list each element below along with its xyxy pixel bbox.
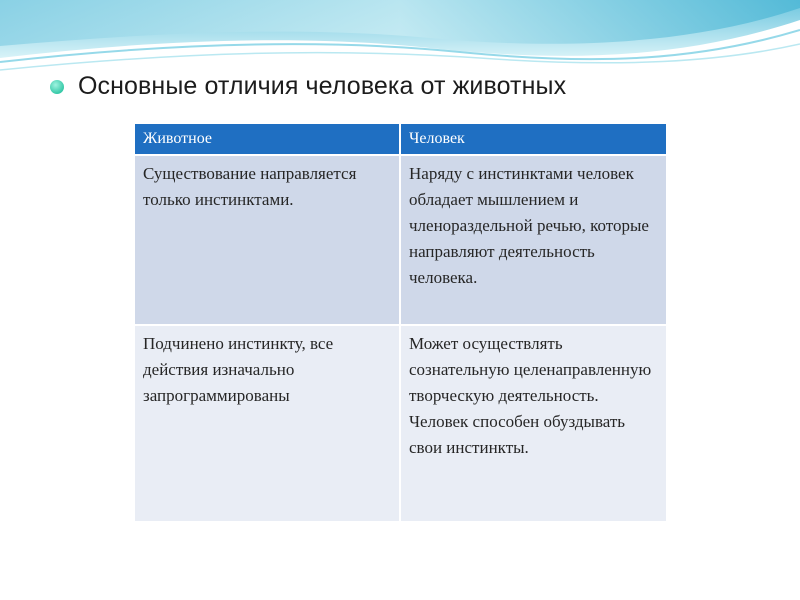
table-header-row — [134, 123, 667, 155]
cell-human-1: Наряду с инстинктами человек обладает мышлением и членораздельной речью, которые направляют деятельность человека. — [400, 155, 667, 325]
bullet-icon — [50, 80, 64, 94]
table-row — [134, 325, 667, 522]
header-animal: Животное — [134, 123, 400, 155]
slide-title: Основные отличия человека от животных — [78, 72, 567, 100]
cell-animal-1: Существование направляется только инстинктами. — [134, 155, 400, 325]
title-row — [50, 72, 566, 101]
table-row — [134, 155, 667, 325]
cell-human-2: Может осуществлять сознательную целенаправленную творческую деятельность. Человек способен обуздывать свои инстинкты. — [400, 325, 667, 522]
cell-animal-2: Подчинено инстинкту, все действия изначально запрограммированы — [134, 325, 400, 522]
header-human: Человек — [400, 123, 667, 155]
comparison-table — [133, 122, 668, 523]
